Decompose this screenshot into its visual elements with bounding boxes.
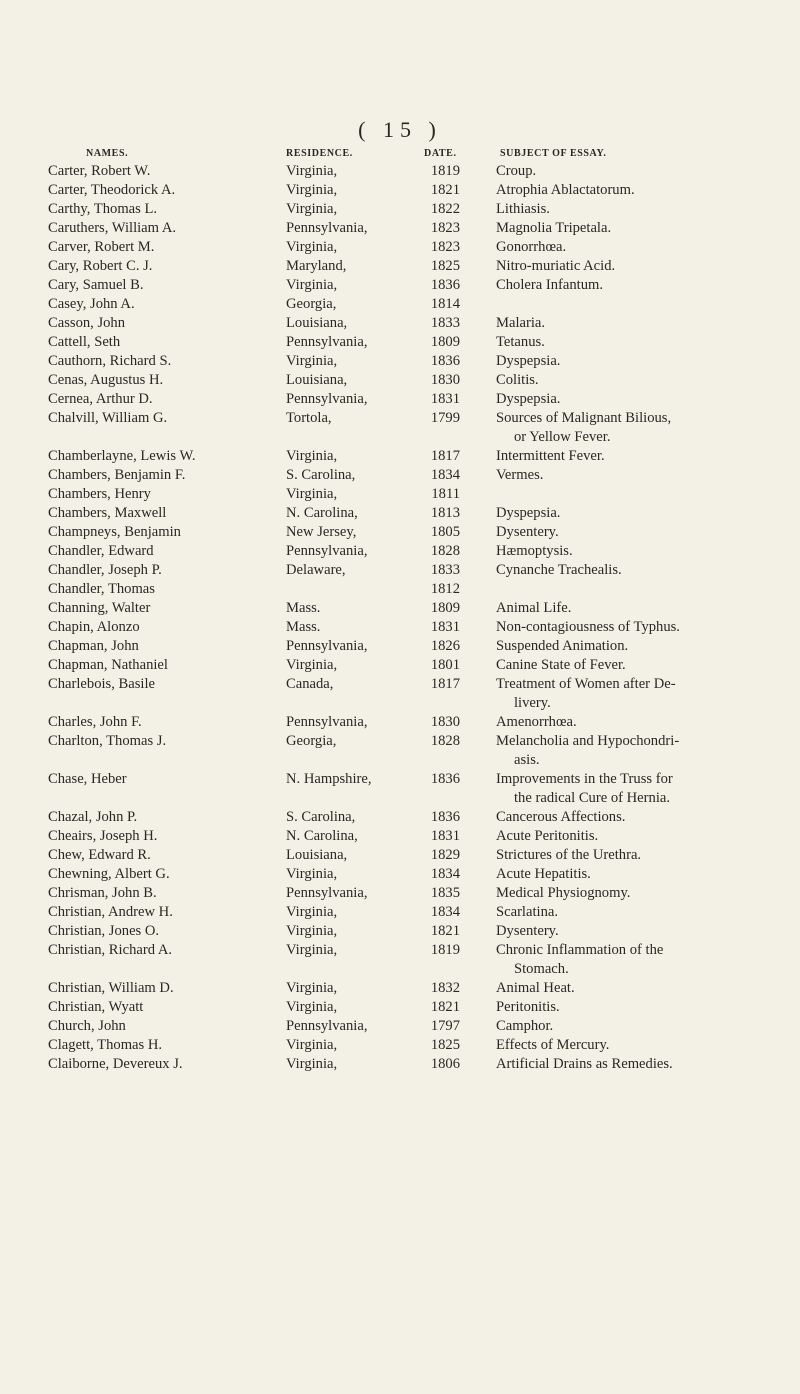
essay-subject-line: Non-contagiousness of Typhus. xyxy=(496,619,680,635)
essay-subject-line: Dysentery. xyxy=(496,524,559,540)
residence: Virginia, xyxy=(286,923,338,939)
essay-subject xyxy=(496,447,800,466)
graduate-name: Chase, Heber xyxy=(48,771,127,787)
date: 1831 xyxy=(430,828,460,844)
residence: Georgia, xyxy=(286,296,337,312)
table-row xyxy=(0,257,800,276)
residence: Maryland, xyxy=(286,258,347,274)
essay-subject xyxy=(496,352,800,371)
residence: Louisiana, xyxy=(286,372,348,388)
table-row xyxy=(0,371,800,390)
essay-subject-line: Malaria. xyxy=(496,315,546,331)
date: 1813 xyxy=(430,505,460,521)
date: 1821 xyxy=(430,182,460,198)
graduate-name: Cary, Samuel B. xyxy=(48,277,144,293)
date: 1811 xyxy=(431,486,460,502)
date: 1834 xyxy=(430,904,460,920)
essay-subject xyxy=(496,314,800,333)
table-row xyxy=(0,162,800,181)
table-row xyxy=(0,808,800,827)
graduate-name: Cheairs, Joseph H. xyxy=(48,828,158,844)
essay-subject xyxy=(496,922,800,941)
essay-subject xyxy=(496,181,800,200)
table-row xyxy=(0,979,800,998)
essay-subject xyxy=(496,656,800,675)
table-row xyxy=(0,827,800,846)
essay-subject-line: Scarlatina. xyxy=(496,904,558,920)
graduate-name: Christian, William D. xyxy=(48,980,174,996)
essay-subject-line: Canine State of Fever. xyxy=(496,657,626,673)
date: 1836 xyxy=(430,277,460,293)
essay-subject-line: Intermittent Fever. xyxy=(496,448,605,464)
table-row xyxy=(0,675,800,713)
date: 1836 xyxy=(430,353,460,369)
essay-subject-continuation: the radical Cure of Hernia. xyxy=(514,790,670,806)
date: 1805 xyxy=(430,524,460,540)
graduate-name: Chrisman, John B. xyxy=(48,885,157,901)
graduate-name: Chewning, Albert G. xyxy=(48,866,170,882)
graduate-name: Charles, John F. xyxy=(48,714,142,730)
date: 1828 xyxy=(430,733,460,749)
essay-subject-line: Animal Life. xyxy=(496,600,572,616)
essay-subject-line: Acute Hepatitis. xyxy=(496,866,591,882)
residence: Tortola, xyxy=(286,410,332,426)
essay-subject-line: Nitro-muriatic Acid. xyxy=(496,258,616,274)
residence: Canada, xyxy=(286,676,334,692)
essay-subject xyxy=(496,808,800,827)
table-row xyxy=(0,770,800,808)
residence: Virginia, xyxy=(286,942,338,958)
essay-subject xyxy=(496,1017,800,1036)
table-row xyxy=(0,561,800,580)
residence: Louisiana, xyxy=(286,847,348,863)
essay-subject-line: Medical Physiognomy. xyxy=(496,885,631,901)
residence: N. Carolina, xyxy=(286,505,358,521)
residence: Virginia, xyxy=(286,999,338,1015)
residence: Virginia, xyxy=(286,1056,338,1072)
residence: S. Carolina, xyxy=(286,809,356,825)
date: 1819 xyxy=(430,942,460,958)
essay-subject-line: Dyspepsia. xyxy=(496,391,561,407)
essay-subject-line: Atrophia Ablactatorum. xyxy=(496,182,635,198)
essay-subject-continuation: asis. xyxy=(514,752,540,768)
table-row xyxy=(0,447,800,466)
graduate-name: Cenas, Augustus H. xyxy=(48,372,164,388)
date: 1835 xyxy=(430,885,460,901)
date: 1823 xyxy=(430,220,460,236)
date: 1828 xyxy=(430,543,460,559)
essay-subject xyxy=(496,409,800,447)
date: 1823 xyxy=(430,239,460,255)
table-row xyxy=(0,276,800,295)
essay-subject-continuation: Stomach. xyxy=(514,961,569,977)
table-row xyxy=(0,618,800,637)
residence: Pennsylvania, xyxy=(286,543,368,559)
graduate-name: Chapman, Nathaniel xyxy=(48,657,168,673)
table-row xyxy=(0,333,800,352)
table-row xyxy=(0,295,800,314)
essay-subject xyxy=(496,1036,800,1055)
graduate-name: Christian, Andrew H. xyxy=(48,904,173,920)
residence: Mass. xyxy=(286,600,321,616)
residence: Pennsylvania, xyxy=(286,885,368,901)
header-subject: SUBJECT OF ESSAY. xyxy=(500,148,607,159)
date: 1836 xyxy=(430,771,460,787)
residence: Virginia, xyxy=(286,1037,338,1053)
essay-subject-line: Strictures of the Urethra. xyxy=(496,847,642,863)
residence: N. Carolina, xyxy=(286,828,358,844)
table-row xyxy=(0,637,800,656)
essay-subject xyxy=(496,618,800,637)
residence: Pennsylvania, xyxy=(286,391,368,407)
table-row xyxy=(0,580,800,599)
header-residence: RESIDENCE. xyxy=(286,148,353,159)
essay-subject-continuation: or Yellow Fever. xyxy=(514,429,611,445)
graduate-name: Carthy, Thomas L. xyxy=(48,201,158,217)
essay-subject-line: Animal Heat. xyxy=(496,980,575,996)
residence: N. Hampshire, xyxy=(286,771,372,787)
essay-subject-line: Peritonitis. xyxy=(496,999,560,1015)
table-row xyxy=(0,181,800,200)
header-date: DATE. xyxy=(424,148,457,159)
essay-subject-line: Vermes. xyxy=(496,467,544,483)
residence: New Jersey, xyxy=(286,524,357,540)
essay-subject-line: Magnolia Tripetala. xyxy=(496,220,612,236)
essay-subject-line: Croup. xyxy=(496,163,537,179)
date: 1822 xyxy=(430,201,460,217)
essay-subject-line: Improvements in the Truss for xyxy=(496,771,673,787)
graduate-name: Cauthorn, Richard S. xyxy=(48,353,172,369)
table-row xyxy=(0,732,800,770)
residence: Pennsylvania, xyxy=(286,1018,368,1034)
residence: Louisiana, xyxy=(286,315,348,331)
date: 1836 xyxy=(430,809,460,825)
graduate-name: Chandler, Joseph P. xyxy=(48,562,162,578)
residence: Virginia, xyxy=(286,182,338,198)
essay-subject xyxy=(496,599,800,618)
table-row xyxy=(0,314,800,333)
table-row xyxy=(0,884,800,903)
essay-subject xyxy=(496,276,800,295)
essay-subject xyxy=(496,523,800,542)
essay-subject-line: Gonorrhœa. xyxy=(496,239,567,255)
table-row xyxy=(0,903,800,922)
table-row xyxy=(0,865,800,884)
table-row xyxy=(0,713,800,732)
essay-subject-line: Dyspepsia. xyxy=(496,353,561,369)
date: 1817 xyxy=(430,448,460,464)
table-row xyxy=(0,1036,800,1055)
graduate-name: Casey, John A. xyxy=(48,296,135,312)
graduate-name: Charlebois, Basile xyxy=(48,676,156,692)
table-row xyxy=(0,409,800,447)
date: 1834 xyxy=(430,866,460,882)
table-row xyxy=(0,846,800,865)
essay-subject-line: Dyspepsia. xyxy=(496,505,561,521)
essay-subject-line: Cynanche Trachealis. xyxy=(496,562,622,578)
page-number: ( 15 ) xyxy=(358,117,442,142)
graduate-name: Chambers, Maxwell xyxy=(48,505,167,521)
residence: Virginia, xyxy=(286,980,338,996)
date: 1830 xyxy=(430,714,460,730)
essay-subject-line: Suspended Animation. xyxy=(496,638,629,654)
table-row xyxy=(0,941,800,979)
residence: Pennsylvania, xyxy=(286,220,368,236)
essay-subject xyxy=(496,941,800,979)
essay-subject xyxy=(496,542,800,561)
essay-subject xyxy=(496,390,800,409)
essay-subject xyxy=(496,998,800,1017)
residence: Delaware, xyxy=(286,562,346,578)
essay-subject-line: Sources of Malignant Bilious, xyxy=(496,410,672,426)
graduate-name: Carver, Robert M. xyxy=(48,239,155,255)
date: 1826 xyxy=(430,638,460,654)
table-row xyxy=(0,352,800,371)
essay-subject xyxy=(496,200,800,219)
date: 1812 xyxy=(430,581,460,597)
essay-subject xyxy=(496,884,800,903)
date: 1825 xyxy=(430,258,460,274)
essay-subject-line: Melancholia and Hypochondri- xyxy=(496,733,680,749)
graduate-name: Chambers, Benjamin F. xyxy=(48,467,186,483)
date: 1799 xyxy=(430,410,460,426)
residence: Pennsylvania, xyxy=(286,638,368,654)
graduate-name: Christian, Richard A. xyxy=(48,942,173,958)
residence: Virginia, xyxy=(286,239,338,255)
table-row xyxy=(0,390,800,409)
essay-subject xyxy=(496,219,800,238)
graduate-name: Christian, Jones O. xyxy=(48,923,160,939)
essay-subject-line: Colitis. xyxy=(496,372,539,388)
date: 1806 xyxy=(430,1056,460,1072)
graduate-name: Chalvill, William G. xyxy=(48,410,168,426)
table-row xyxy=(0,504,800,523)
essay-subject-line: Hæmoptysis. xyxy=(496,543,573,559)
graduate-name: Cary, Robert C. J. xyxy=(48,258,153,274)
table-row xyxy=(0,238,800,257)
graduate-name: Chandler, Edward xyxy=(48,543,154,559)
essay-subject xyxy=(496,162,800,181)
graduate-name: Caruthers, William A. xyxy=(48,220,177,236)
graduate-name: Chamberlayne, Lewis W. xyxy=(48,448,196,464)
essay-subject xyxy=(496,732,800,770)
table-row xyxy=(0,922,800,941)
graduate-name: Casson, John xyxy=(48,315,126,331)
date: 1831 xyxy=(430,391,460,407)
residence: Mass. xyxy=(286,619,321,635)
essay-subject xyxy=(496,865,800,884)
residence: S. Carolina, xyxy=(286,467,356,483)
graduate-name: Charlton, Thomas J. xyxy=(48,733,167,749)
graduate-name: Chandler, Thomas xyxy=(48,581,155,597)
essay-subject-line: Camphor. xyxy=(496,1018,554,1034)
residence: Pennsylvania, xyxy=(286,714,368,730)
essay-subject xyxy=(496,371,800,390)
residence: Virginia, xyxy=(286,353,338,369)
date: 1819 xyxy=(430,163,460,179)
essay-subject xyxy=(496,561,800,580)
date: 1821 xyxy=(430,923,460,939)
residence: Virginia, xyxy=(286,866,338,882)
header-names: NAMES. xyxy=(86,148,129,159)
residence: Virginia, xyxy=(286,201,338,217)
graduate-name: Chew, Edward R. xyxy=(48,847,151,863)
essay-subject xyxy=(496,257,800,276)
essay-subject xyxy=(496,466,800,485)
graduate-name: Chambers, Henry xyxy=(48,486,151,502)
residence: Virginia, xyxy=(286,163,338,179)
residence: Virginia, xyxy=(286,277,338,293)
date: 1834 xyxy=(430,467,460,483)
table-row xyxy=(0,656,800,675)
essay-subject xyxy=(496,675,800,713)
table-row xyxy=(0,998,800,1017)
essay-subject xyxy=(496,238,800,257)
essay-subject-line: Lithiasis. xyxy=(496,201,550,217)
graduate-name: Champneys, Benjamin xyxy=(48,524,181,540)
table-row xyxy=(0,1017,800,1036)
essay-subject-line: Tetanus. xyxy=(496,334,545,350)
essay-subject xyxy=(496,827,800,846)
essay-subject xyxy=(496,1055,800,1074)
essay-subject-line: Treatment of Women after De- xyxy=(496,676,676,692)
essay-subject xyxy=(496,846,800,865)
essay-subject-line: Chronic Inflammation of the xyxy=(496,942,664,958)
essay-subject-line: Cancerous Affections. xyxy=(496,809,626,825)
essay-subject xyxy=(496,713,800,732)
residence: Pennsylvania, xyxy=(286,334,368,350)
graduate-name: Cattell, Seth xyxy=(48,334,121,350)
table-row xyxy=(0,599,800,618)
graduate-name: Chapin, Alonzo xyxy=(48,619,140,635)
date: 1832 xyxy=(430,980,460,996)
graduate-name: Channing, Walter xyxy=(48,600,151,616)
table-row xyxy=(0,219,800,238)
essay-subject xyxy=(496,333,800,352)
residence: Virginia, xyxy=(286,904,338,920)
essay-subject xyxy=(496,903,800,922)
table-row xyxy=(0,542,800,561)
graduate-name: Carter, Theodorick A. xyxy=(48,182,176,198)
register-table xyxy=(0,162,800,1074)
essay-subject-line: Cholera Infantum. xyxy=(496,277,603,293)
essay-subject-continuation: livery. xyxy=(514,695,551,711)
graduate-name: Cernea, Arthur D. xyxy=(48,391,153,407)
graduate-name: Christian, Wyatt xyxy=(48,999,144,1015)
residence: Virginia, xyxy=(286,448,338,464)
table-row xyxy=(0,485,800,504)
date: 1817 xyxy=(430,676,460,692)
essay-subject-line: Amenorrhœa. xyxy=(496,714,577,730)
graduate-name: Clagett, Thomas H. xyxy=(48,1037,163,1053)
essay-subject xyxy=(496,979,800,998)
date: 1829 xyxy=(430,847,460,863)
date: 1809 xyxy=(430,334,460,350)
residence: Virginia, xyxy=(286,486,338,502)
essay-subject-line: Acute Peritonitis. xyxy=(496,828,599,844)
graduate-name: Chazal, John P. xyxy=(48,809,138,825)
date: 1833 xyxy=(430,562,460,578)
residence: Georgia, xyxy=(286,733,337,749)
essay-subject xyxy=(496,770,800,808)
graduate-name: Carter, Robert W. xyxy=(48,163,151,179)
date: 1797 xyxy=(430,1018,460,1034)
table-row xyxy=(0,1055,800,1074)
date: 1830 xyxy=(430,372,460,388)
graduate-name: Church, John xyxy=(48,1018,126,1034)
table-row xyxy=(0,200,800,219)
date: 1833 xyxy=(430,315,460,331)
essay-subject-line: Artificial Drains as Remedies. xyxy=(496,1056,673,1072)
table-row xyxy=(0,466,800,485)
date: 1825 xyxy=(430,1037,460,1053)
essay-subject xyxy=(496,504,800,523)
essay-subject-line: Dysentery. xyxy=(496,923,559,939)
essay-subject xyxy=(496,637,800,656)
graduate-name: Chapman, John xyxy=(48,638,139,654)
table-row xyxy=(0,523,800,542)
date: 1831 xyxy=(430,619,460,635)
residence: Virginia, xyxy=(286,657,338,673)
date: 1814 xyxy=(430,296,460,312)
date: 1809 xyxy=(430,600,460,616)
graduate-name: Claiborne, Devereux J. xyxy=(48,1056,183,1072)
essay-subject-line: Effects of Mercury. xyxy=(496,1037,610,1053)
date: 1821 xyxy=(430,999,460,1015)
date: 1801 xyxy=(430,657,460,673)
